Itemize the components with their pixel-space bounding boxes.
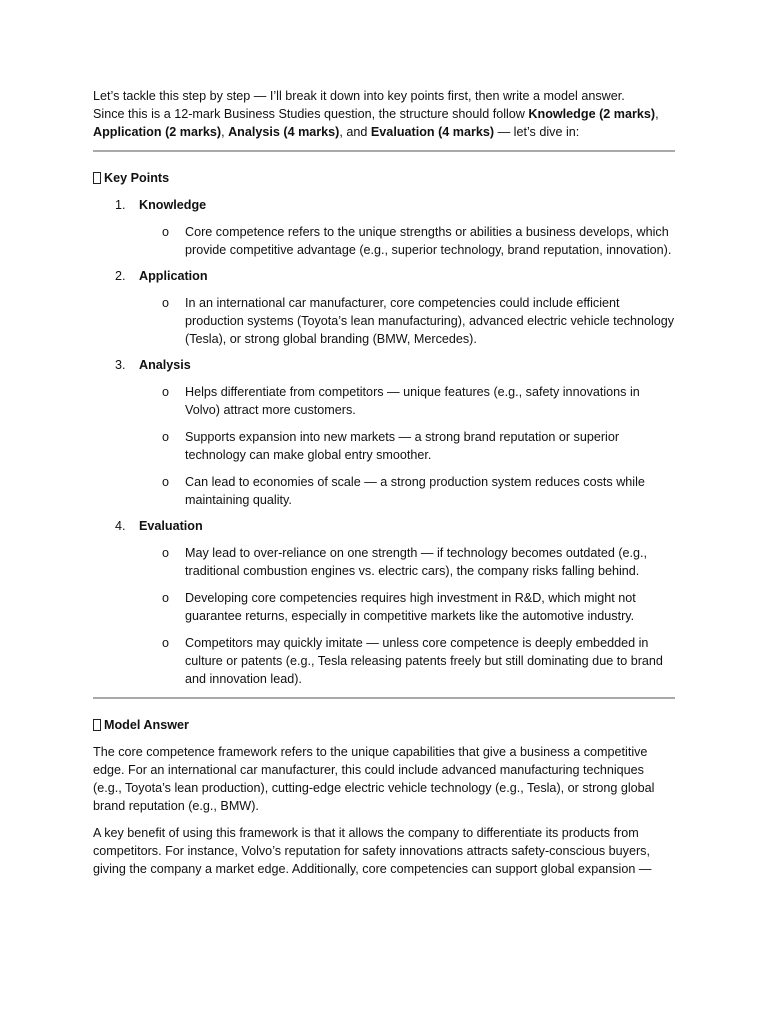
intro-line-2-prefix: Since this is a 12-mark Business Studies question, the structure should follow <box>93 107 529 121</box>
bullet-o: o <box>162 475 170 489</box>
model-answer-paragraph-1: The core competence framework refers to the unique capabilities that give a business a competitive edge. For an international car manufacturer, this could include advanced manufacturing techniques (e.g., Toyota’s lean production), cutting-edge electric vehicle technology (e.g., Tesla), or strong global brand reputation (e.g., BMW). <box>93 745 655 813</box>
key-points-list <box>93 196 675 688</box>
intro-suffix: — let’s dive in: <box>494 125 580 139</box>
model-answer-heading-text: Model Answer <box>104 718 189 732</box>
sub-point <box>139 223 675 259</box>
key-points-heading-text: Key Points <box>104 171 170 185</box>
bullet-o: o <box>162 546 170 560</box>
sub-point-text: Supports expansion into new markets — a strong brand reputation or superior technology can make global entry smoother. <box>185 430 620 462</box>
intro-sep-2: , <box>221 125 229 139</box>
bullet-o: o <box>162 430 170 444</box>
intro-paragraph <box>93 87 675 141</box>
key-point-knowledge <box>93 196 675 259</box>
sub-point <box>139 383 675 419</box>
sub-point-text: Can lead to economies of scale — a strong production system reduces costs while maintaining quality. <box>185 475 645 507</box>
sub-point-list <box>139 544 675 688</box>
model-answer-heading <box>93 716 675 734</box>
sub-point-text: Developing core competencies requires high investment in R&D, which might not guarantee returns, especially in competitive markets like the automotive industry. <box>185 591 636 623</box>
bullet-o: o <box>162 296 170 310</box>
missing-glyph-icon <box>93 172 101 184</box>
sub-point-text: May lead to over-reliance on one strength — if technology becomes outdated (e.g., traditional combustion engines vs. electric cars), the company risks falling behind. <box>185 546 648 578</box>
intro-line-1: Let’s tackle this step by step — I’ll break it down into key points first, then write a model answer. <box>93 89 625 103</box>
key-point-number: 2. <box>115 269 126 283</box>
sub-point <box>139 428 675 464</box>
bullet-o: o <box>162 591 170 605</box>
key-point-title: Evaluation <box>139 519 203 533</box>
divider-2 <box>93 697 675 699</box>
key-point-title: Knowledge <box>139 198 207 212</box>
divider-1 <box>93 150 675 152</box>
intro-evaluation: Evaluation (4 marks) <box>370 125 495 139</box>
bullet-o: o <box>162 225 170 239</box>
sub-point <box>139 473 675 509</box>
sub-point-list <box>139 294 675 348</box>
sub-point <box>139 544 675 580</box>
missing-glyph-icon <box>93 719 101 731</box>
intro-analysis: Analysis (4 marks) <box>228 125 340 139</box>
sub-point-list <box>139 223 675 259</box>
key-point-title: Application <box>139 269 208 283</box>
key-point-application <box>93 267 675 348</box>
bullet-o: o <box>162 385 170 399</box>
sub-point-text: In an international car manufacturer, core competencies could include efficient production systems (Toyota’s lean manufacturing), advanced electric vehicle technology (Tesla), or strong global branding (BMW, Mercedes). <box>185 296 675 346</box>
bullet-o: o <box>162 636 170 650</box>
model-answer-paragraph-2: A key benefit of using this framework is that it allows the company to differentiate its products from competitors. For instance, Volvo’s reputation for safety innovations attracts safety-conscious buyers, giving the company a market edge. Additionally, core competencies can support global expansion — <box>93 826 652 876</box>
intro-application: Application (2 marks) <box>93 125 222 139</box>
key-point-number: 1. <box>115 198 126 212</box>
intro-sep-1: , <box>655 107 659 121</box>
sub-point-text: Helps differentiate from competitors — unique features (e.g., safety innovations in Volvo) attract more customers. <box>185 385 640 417</box>
key-point-number: 4. <box>115 519 126 533</box>
sub-point <box>139 294 675 348</box>
key-point-title: Analysis <box>139 358 191 372</box>
sub-point <box>139 634 675 688</box>
sub-point-list <box>139 383 675 509</box>
key-points-heading <box>93 169 675 187</box>
intro-knowledge: Knowledge (2 marks) <box>528 107 656 121</box>
key-point-number: 3. <box>115 358 126 372</box>
intro-sep-3: , and <box>339 125 371 139</box>
key-point-analysis <box>93 356 675 509</box>
key-point-evaluation <box>93 517 675 688</box>
sub-point-text: Competitors may quickly imitate — unless core competence is deeply embedded in culture or patents (e.g., Tesla releasing patents freely but still dominating due to brand and innovation lead). <box>185 636 663 686</box>
document-page <box>93 87 675 887</box>
sub-point <box>139 589 675 625</box>
sub-point-text: Core competence refers to the unique strengths or abilities a business develops, which provide competitive advantage (e.g., superior technology, brand reputation, innovation). <box>185 225 672 257</box>
